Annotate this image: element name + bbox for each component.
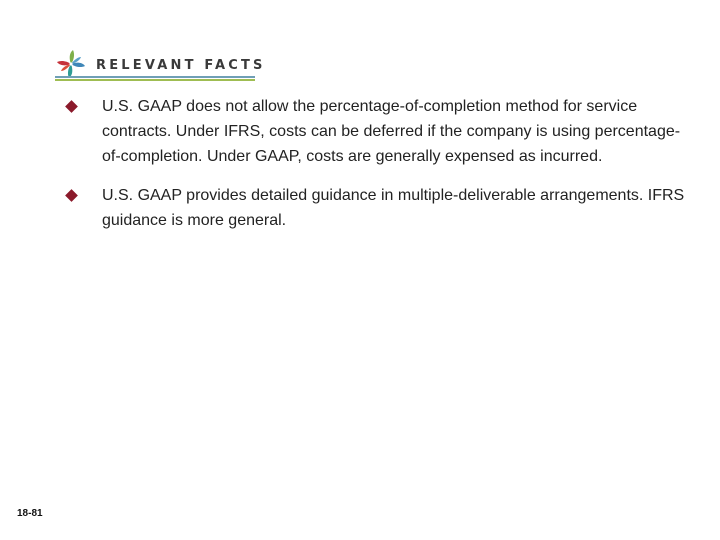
bullet-text: U.S. GAAP does not allow the percentage-of-completion method for service contracts. Under IFRS, costs can be deferred if the company is using percentage-of-completion. Under GAAP, costs are generally expensed as incurred. [102,98,681,165]
bullet-list [58,94,698,233]
header-rule-blue [55,76,255,78]
header-rule-green [55,79,255,81]
diamond-bullet-icon [65,100,78,113]
bullet-item [58,183,698,233]
pinwheel-logo-icon [56,49,86,79]
slide-number: 18-81 [17,508,43,519]
header-title: RELEVANT FACTS [96,58,266,73]
bullet-text: U.S. GAAP provides detailed guidance in multiple-deliverable arrangements. IFRS guidance is more general. [102,187,685,229]
relevant-facts-header [52,48,266,82]
diamond-bullet-icon [65,189,78,202]
bullet-item [58,94,698,169]
